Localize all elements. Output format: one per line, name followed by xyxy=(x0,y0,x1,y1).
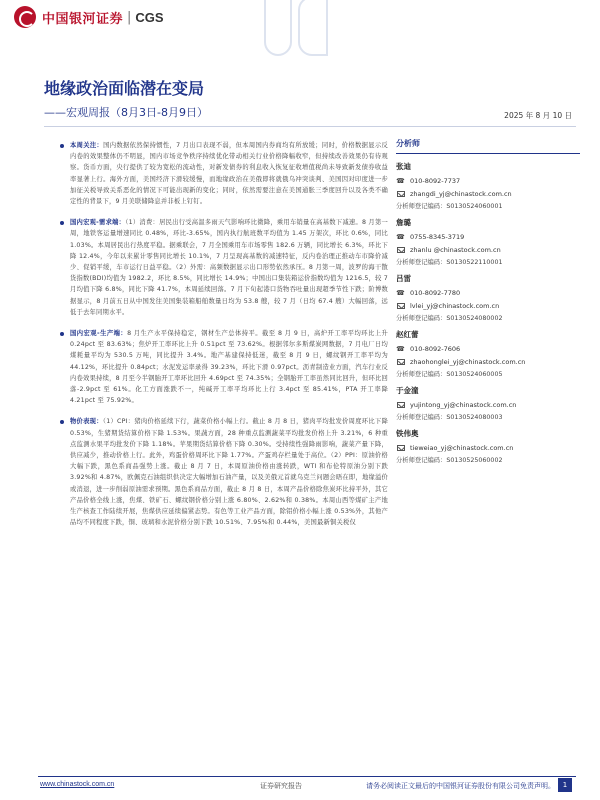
section-text: （1）CPI：猪肉价格延续下行，蔬菜价格小幅上行。截止 8 月 8 日，猪肉平均批发价周度环比下降 0.53%，生猪期货结算价格下降 1.53%。果蔬方面，28 种重点监测蔬菜平均批发价格上升 3.21%，6 种重点监测水果平均批发价下降 1.18%。苹果期货结算价格下降 0.30%。受持续性强降雨影响，蔬菜产量下降，供应减少，推动价格上行。此外，鸡蛋价格周环比下降 1.77%。产蛋鸡存栏量处于高位。（2）PPI：原油价格大幅下跌，黑色系商品强势上涨。截止 8 月 7 日，本周原油价格由涨转跌，WTI 和布伦特原油分别下跌 3.92%和 4.87%，欧佩克石油组织供决定大幅增加石油产量，以及美俄元首就乌克兰问题会晤在即，地缘溢价或消退，进一步削弱原油需求预期。黑色系商品方面，截止 8 月 8 日，本周产品价格除焦炭环比持平外，其它产品价格全线上涨，焦煤、铁矿石、螺纹钢价格分别上涨 6.80%、2.62%和 0.38%。本周山西等煤矿主产地生产核查工作陆续开展，焦煤供应延续偏紧态势。有色等工业产品方面，除铝价格小幅上涨 0.53%外，其他产品均不同程度下跌，铜、玻璃和水泥价格分别下跌 10.51%、7.95%和 0.44%，美国最新铜关税仅 xyxy=(70,418,388,527)
analyst-registration: 分析师登记编码：S0130524060001 xyxy=(396,203,503,210)
brand-name-en: CGS xyxy=(135,9,164,25)
section-paragraph xyxy=(70,140,388,207)
brand-separator: | xyxy=(127,9,132,25)
report-date: 2025 年 8 月 10 日 xyxy=(504,111,572,120)
analyst-email-row xyxy=(396,355,580,368)
footer-website-link[interactable]: www.chinastock.com.cn xyxy=(40,781,115,788)
analyst-email-row xyxy=(396,398,580,411)
phone-icon: ☎ xyxy=(396,344,405,353)
analyst-phone: 010-8092-7737 xyxy=(410,176,461,185)
analyst-email-row xyxy=(396,243,580,256)
bullet-icon xyxy=(60,420,64,424)
email-icon xyxy=(396,357,405,366)
email-icon xyxy=(396,443,405,452)
section-text: 国内数据依然保持惯性，7 月出口表现不弱，但本周国内券商均有所放缓；同时，价格数据显示反内卷的效果整体仍不明显，国内市场竞争秩序持续优化带动相关行业价格降幅收窄，但持续改善效果仍有待观察。货币方面，央行提供了较为宽松的流动性，对新发债券的利息收入恢复征收增值税尚未导致新发债券收益率显著上行。海外方面，美国经济下滑较缓慢，而地缘政治在美俄即将就俄乌冲突谈判、美国因对印度进一步加征关税导致关系恶化的情况下可能出现新的变化；同时，依然需要注意在美国通胀三季度回升以及各类不确定性的背景下，9 月美联储降息并非板上钉钉。 xyxy=(70,142,389,206)
section-lead: 国内宏观-需求端： xyxy=(70,219,126,227)
bullet-icon xyxy=(60,144,64,148)
brand-name-cn: 中国银河证券 xyxy=(42,11,124,27)
email-icon xyxy=(396,400,405,409)
page-title: 地缘政治面临潜在变局 xyxy=(44,79,205,98)
analyst-registration: 分析师登记编码：S0130524080002 xyxy=(396,315,503,322)
header-band xyxy=(0,0,600,68)
email-icon xyxy=(396,245,405,254)
footer-disclaimer: 请务必阅读正文最后的中国银河证券股份有限公司免责声明。 xyxy=(366,782,555,790)
analyst-email[interactable]: lvlei_yj@chinastock.com.cn xyxy=(410,301,500,310)
section-paragraph xyxy=(70,328,388,406)
analyst-name: 于金潼 xyxy=(396,386,419,395)
analyst-name: 吕雷 xyxy=(396,274,411,283)
analyst-name: 赵红蕾 xyxy=(396,330,419,339)
analyst-email-row xyxy=(396,441,580,454)
footer-divider xyxy=(38,776,576,777)
email-icon xyxy=(396,189,405,198)
analyst-phone-row xyxy=(396,286,580,299)
section-text: （1）消费：居民出行受高温多雨天气影响环比微降，乘用车销量在高基数下减速。8 月第一周，地铁客运量增速同比 0.48%，环比-3.65%，国内执行航班数平均值为 1.45 万架次，环比 0.6%，同比 1.03%。本周居民出行热度平稳。据乘联会，7 月全国乘用车市场零售 182.6 万辆，同比增长 6.3%，环比下降 12.4%，今年以来累计零售同比增长 10.1%，7 月呈现高基数的减速特征，反内卷治理正推动车市降价减少、促销平缓，车市运行日益平稳。（2）外需：高频数据显示出口形势依然承压。8 月第一周，波罗的海干散货指数(BDI)均值为 1982.2，环比 8.5%，同比增长 14.9%；中国出口集装箱运价指数均值为 1216.5，较 7 月均值下降 6.8%，同比下降 41.7%，本周延续回落。7 月下旬起港口货物吞吐量出现超季节性下跌；阶博数据显示，8 月前五日从中国发往美国集装箱船舶数量日均为 53.8 艘，较 7 月（日均 67.4 艘）大幅回落，远低于去年同期水平。 xyxy=(70,219,389,316)
section-text: 8 月生产水平保持稳定，钢材生产总体持平。截至 8 月 9 日，高炉开工率平均环比上升 0.24pct 至 83.63%；焦炉开工率环比上升 0.51pct 至 73.62%。根据邻尔多斯煤炭网数据，7 月电厂日均煤耗量平均为 530.5 万吨，同比提升 3.4%。地产基建保持低迷，截至 8 月 9 日，螺纹钢开工率平均为 44.12%，环比提升 0.84pct；水泥发运率录得 39.23%，环比下滑 0.97pct。沥青制造业方面，汽车行业反内卷效果持续，8 月至今半钢胎开工率环比回升 4.69pct 至 74.35%；全钢胎开工率虽然同比回升，但环比回落-2.9pct 至 61%。化工方面涨跌不一，纯碱开工率平均环比上行 3.4pct 至 85.41%，PTA 开工率降 4.21pct 至 75.92%。 xyxy=(70,330,388,405)
phone-icon: ☎ xyxy=(396,232,405,241)
section-demand xyxy=(52,217,388,318)
brand-logo-icon xyxy=(14,6,36,28)
section-lead: 国内宏观-生产端： xyxy=(70,330,128,338)
analyst-email[interactable]: yujintong_yj@chinastock.com.cn xyxy=(410,400,517,409)
analyst-registration: 分析师登记编码：S0130524080003 xyxy=(396,414,503,421)
analyst-phone: 0755-8345-3719 xyxy=(410,232,465,241)
brand-logo xyxy=(14,6,164,28)
analyst-name: 铁伟奥 xyxy=(396,429,419,438)
footer-report-type: 证券研究报告 xyxy=(260,782,302,790)
analyst-email-row xyxy=(396,299,580,312)
analyst-sidebar xyxy=(396,138,580,470)
section-weekly-focus xyxy=(52,140,388,207)
analyst-card xyxy=(396,384,580,424)
analyst-card xyxy=(396,427,580,467)
analyst-email[interactable]: zhaohonglei_yj@chinastock.com.cn xyxy=(410,357,526,366)
analyst-phone: 010-8092-7780 xyxy=(410,288,461,297)
page-number: 1 xyxy=(558,778,572,792)
email-icon xyxy=(396,301,405,310)
analyst-phone-row xyxy=(396,174,580,187)
analyst-email-row xyxy=(396,187,580,200)
phone-icon: ☎ xyxy=(396,176,405,185)
section-production xyxy=(52,328,388,406)
analyst-registration: 分析师登记编码：S0130524060005 xyxy=(396,371,503,378)
analyst-email[interactable]: zhangdi_yj@chinastock.com.cn xyxy=(410,189,512,198)
section-paragraph xyxy=(70,416,388,528)
analyst-registration: 分析师登记编码：S0130525060002 xyxy=(396,457,503,464)
analyst-card xyxy=(396,328,580,381)
analyst-phone: 010-8092-7606 xyxy=(410,344,461,353)
analyst-email[interactable]: zhanlu @chinastock.com.cn xyxy=(410,245,501,254)
analyst-name: 张迪 xyxy=(396,162,411,171)
analyst-name: 詹璐 xyxy=(396,218,411,227)
analyst-phone-row xyxy=(396,342,580,355)
analyst-card xyxy=(396,272,580,325)
analyst-registration: 分析师登记编码：S0130522110001 xyxy=(396,259,503,266)
title-divider xyxy=(44,126,576,127)
header-watermark-graphic xyxy=(262,0,332,66)
sidebar-heading: 分析师 xyxy=(396,138,580,154)
main-content xyxy=(52,140,388,539)
bullet-icon xyxy=(60,332,64,336)
analyst-card xyxy=(396,160,580,213)
phone-icon: ☎ xyxy=(396,288,405,297)
analyst-phone-row xyxy=(396,230,580,243)
bullet-icon xyxy=(60,221,64,225)
analyst-card xyxy=(396,216,580,269)
section-lead: 本周关注： xyxy=(70,142,104,149)
section-prices xyxy=(52,416,388,528)
analyst-email[interactable]: tieweiao_yj@chinastock.com.cn xyxy=(410,443,514,452)
section-lead: 物价表现： xyxy=(70,418,103,426)
section-paragraph xyxy=(70,217,388,318)
page-subtitle: ——宏观周报（8月3日-8月9日） xyxy=(44,106,208,119)
